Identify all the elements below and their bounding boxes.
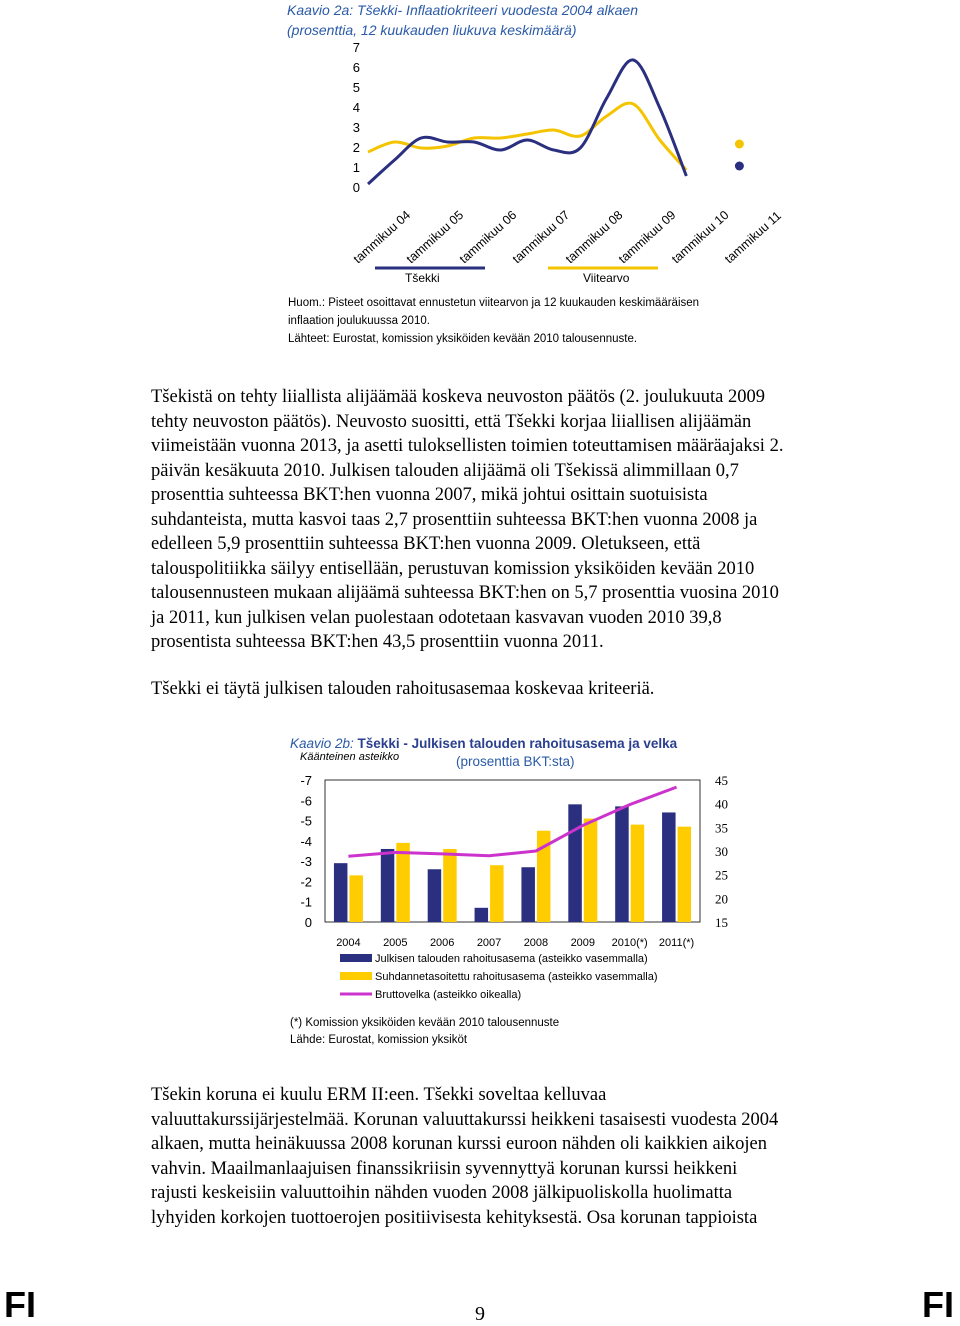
paragraph-exchange-rate: [151, 1083, 884, 1230]
bar-adjusted-balance: [678, 827, 692, 922]
legend-label-viitearvo: Viitearvo: [583, 271, 630, 285]
fiscal-bar-chart: [285, 770, 745, 1010]
y-left-tick-label: -5: [300, 813, 312, 829]
y-right-tick-label: 25: [715, 867, 728, 883]
y-right-tick-label: 30: [715, 844, 728, 859]
y-left-tick-label: -6: [300, 793, 312, 809]
paragraph-line: tehty neuvoston päätös). Neuvosto suositti, että Tšekki korjaa liiallisen alijäämän: [151, 411, 752, 432]
paragraph-line: lyhyiden korkojen tuottoerojen positiivisesta kehityksestä. Osa korunan tappioista: [151, 1207, 758, 1228]
page-number: 9: [475, 1303, 485, 1325]
inflation-line-chart: [280, 38, 784, 293]
paragraph-line: prosenttia suhteessa BKT:hen vuonna 2007, mikä johtui osittain suotuisista: [151, 485, 708, 505]
legend-adjusted-balance-swatch: [340, 972, 372, 980]
chart1-notes: [288, 294, 699, 348]
chart1-title-line1: Kaavio 2a: Tšekki- Inflaatiokriteeri vuodesta 2004 alkaen: [287, 2, 638, 18]
chart2-title-main: Tšekki - Julkisen talouden rahoitusasema ja velka: [357, 736, 678, 751]
x-tick-label: tammikuu 06: [456, 207, 520, 267]
paragraph-line: alkaen, mutta heinäkuussa 2008 korunan kurssi euroon nähden oli kaikkien aikojen: [151, 1134, 768, 1154]
x-tick-label: 2008: [523, 937, 549, 949]
y-right-tick-label: 15: [715, 915, 728, 930]
paragraph-line: viimeistään vuonna 2013, ja asetti tuloksellisten toimien toteuttamisen määräajaksi 2.: [151, 436, 784, 456]
inverted-scale-note: Käänteinen asteikko: [300, 751, 400, 763]
series-line-tsekki: [368, 60, 686, 184]
bar-adjusted-balance: [396, 843, 410, 922]
paragraph-line: vahvin. Maailmanlaajuisen finanssikriisin syvennyttyä korunan kurssi heikkeni: [151, 1158, 738, 1179]
y-tick-label: 3: [352, 120, 360, 135]
bar-balance: [475, 908, 489, 922]
bar-balance: [381, 849, 395, 922]
x-tick-label: 2006: [429, 937, 455, 949]
paragraph-line: talouspolitiikka säilyy entisellään, perustuvan komission yksiköiden kevään 2010: [151, 558, 755, 579]
legend-adjusted-balance-label: Suhdannetasoitettu rahoitusasema (asteikko vasemmalla): [375, 971, 658, 983]
x-tick-label: 2010(*): [611, 937, 648, 949]
x-tick-label: 2004: [336, 937, 361, 949]
chart2-source-line: Lähde: Eurostat, komission yksiköt: [290, 1034, 468, 1046]
bar-balance: [568, 804, 582, 922]
chart1-note-line: inflaation joulukuussa 2010.: [288, 315, 430, 327]
chart1-title: [287, 0, 638, 40]
x-tick-label: tammikuu 07: [509, 207, 573, 267]
chart1-note-line: Huom.: Pisteet osoittavat ennustetun viitearvon ja 12 kuukauden keskimääräisen: [288, 297, 700, 309]
bar-balance: [662, 812, 676, 922]
paragraph-line: rajusti keskeisiin valuuttoihin nähden vuoden 2008 jälkipuoliskolla huolimatta: [151, 1183, 733, 1203]
series-line-viitearvo: [368, 103, 686, 170]
forecast-point-tsekki: [735, 162, 744, 171]
y-right-tick-label: 45: [715, 773, 728, 788]
bar-adjusted-balance: [349, 875, 363, 922]
y-tick-label: 2: [352, 140, 360, 155]
chart2-source: [290, 1015, 559, 1049]
chart2-source-line: (*) Komission yksiköiden kevään 2010 talousennuste: [290, 1017, 560, 1029]
legend-balance-label: Julkisen talouden rahoitusasema (asteikko vasemmalla): [375, 953, 648, 965]
chart1-title-line2: (prosenttia, 12 kuukauden liukuva keskimäärä): [287, 22, 577, 38]
y-right-tick-label: 40: [715, 796, 728, 812]
chart1-note-line: Lähteet: Eurostat, komission yksiköiden kevään 2010 talousennuste.: [288, 333, 638, 345]
paragraph-line: päivän kesäkuuta 2010. Julkisen talouden alijäämä oli Tšekissä alimmillaan 0,7: [151, 460, 739, 481]
paragraph-line: ja 2011, kun julkisen velan puolestaan odotetaan kasvavan vuoden 2010 39,8: [151, 607, 722, 628]
paragraph-line: suhdanteista, mutta kasvoi taas 2,7 prosenttiin suhteessa BKT:hen vuonna 2008 ja: [151, 509, 758, 530]
y-left-tick-label: -2: [300, 874, 312, 890]
bar-adjusted-balance: [584, 819, 598, 922]
x-tick-label: tammikuu 05: [403, 207, 467, 267]
x-tick-label: tammikuu 09: [615, 207, 679, 267]
y-tick-label: 0: [352, 180, 360, 195]
paragraph-line: Tšekistä on tehty liiallista alijäämää koskeva neuvoston päätös (2. joulukuuta 2009: [151, 387, 765, 407]
paragraph-line: valuuttakurssijärjestelmää. Korunan valuuttakurssi heikkeni tasaisesti vuodesta 2004: [151, 1109, 779, 1130]
legend-label-tsekki: Tšekki: [405, 271, 440, 285]
y-right-tick-label: 35: [715, 820, 728, 836]
bar-adjusted-balance: [631, 825, 645, 922]
paragraph-criterion: Tšekki ei täytä julkisen talouden rahoitusasemaa koskevaa kriteeriä.: [151, 679, 655, 699]
legend-balance-swatch: [340, 954, 372, 962]
paragraph-line: talousennusteen mukaan alijäämä suhteessa BKT:hen on 5,7 prosenttia vuosina 2010: [151, 583, 779, 603]
x-tick-label: tammikuu 04: [350, 207, 414, 267]
bar-balance: [615, 806, 629, 922]
footer-language-right: FI: [922, 1284, 954, 1325]
x-tick-label: tammikuu 08: [562, 207, 626, 267]
y-left-tick-label: 0: [304, 915, 312, 930]
paragraph-deficit-decision: [151, 385, 884, 655]
y-left-tick-label: -4: [300, 833, 312, 849]
x-tick-label: tammikuu 10: [668, 207, 732, 267]
bar-balance: [521, 867, 535, 922]
chart2-subtitle: (prosenttia BKT:sta): [456, 754, 575, 769]
bar-balance: [428, 869, 442, 922]
y-tick-label: 6: [352, 60, 360, 75]
y-tick-label: 7: [352, 40, 360, 55]
bar-balance: [334, 863, 348, 922]
x-tick-label: 2005: [383, 937, 408, 949]
chart2-title-prefix: Kaavio 2b:: [290, 736, 358, 751]
x-tick-label: 2011(*): [658, 937, 695, 949]
paragraph-line: Tšekin koruna ei kuulu ERM II:een. Tšekki soveltaa kelluvaa: [151, 1085, 607, 1105]
paragraph-line: edelleen 5,9 prosenttiin suhteessa BKT:hen vuonna 2009. Oletukseen, että: [151, 534, 701, 554]
legend-debt-label: Bruttovelka (asteikko oikealla): [375, 989, 522, 1001]
y-left-tick-label: -7: [300, 773, 312, 788]
y-left-tick-label: -3: [300, 854, 312, 870]
y-left-tick-label: -1: [300, 894, 312, 910]
forecast-point-viitearvo: [735, 140, 744, 149]
x-tick-label: 2007: [476, 937, 502, 949]
paragraph-line: prosentista suhteessa BKT:hen 43,5 prosenttiin vuonna 2011.: [151, 632, 604, 652]
x-tick-label: tammikuu 11: [722, 208, 784, 267]
footer-language-left: FI: [4, 1284, 36, 1325]
bar-adjusted-balance: [443, 849, 457, 922]
y-tick-label: 5: [352, 80, 360, 95]
y-right-tick-label: 20: [715, 891, 728, 907]
y-tick-label: 4: [352, 100, 360, 115]
bar-adjusted-balance: [490, 865, 504, 922]
y-tick-label: 1: [352, 160, 360, 175]
x-tick-label: 2009: [570, 937, 596, 949]
